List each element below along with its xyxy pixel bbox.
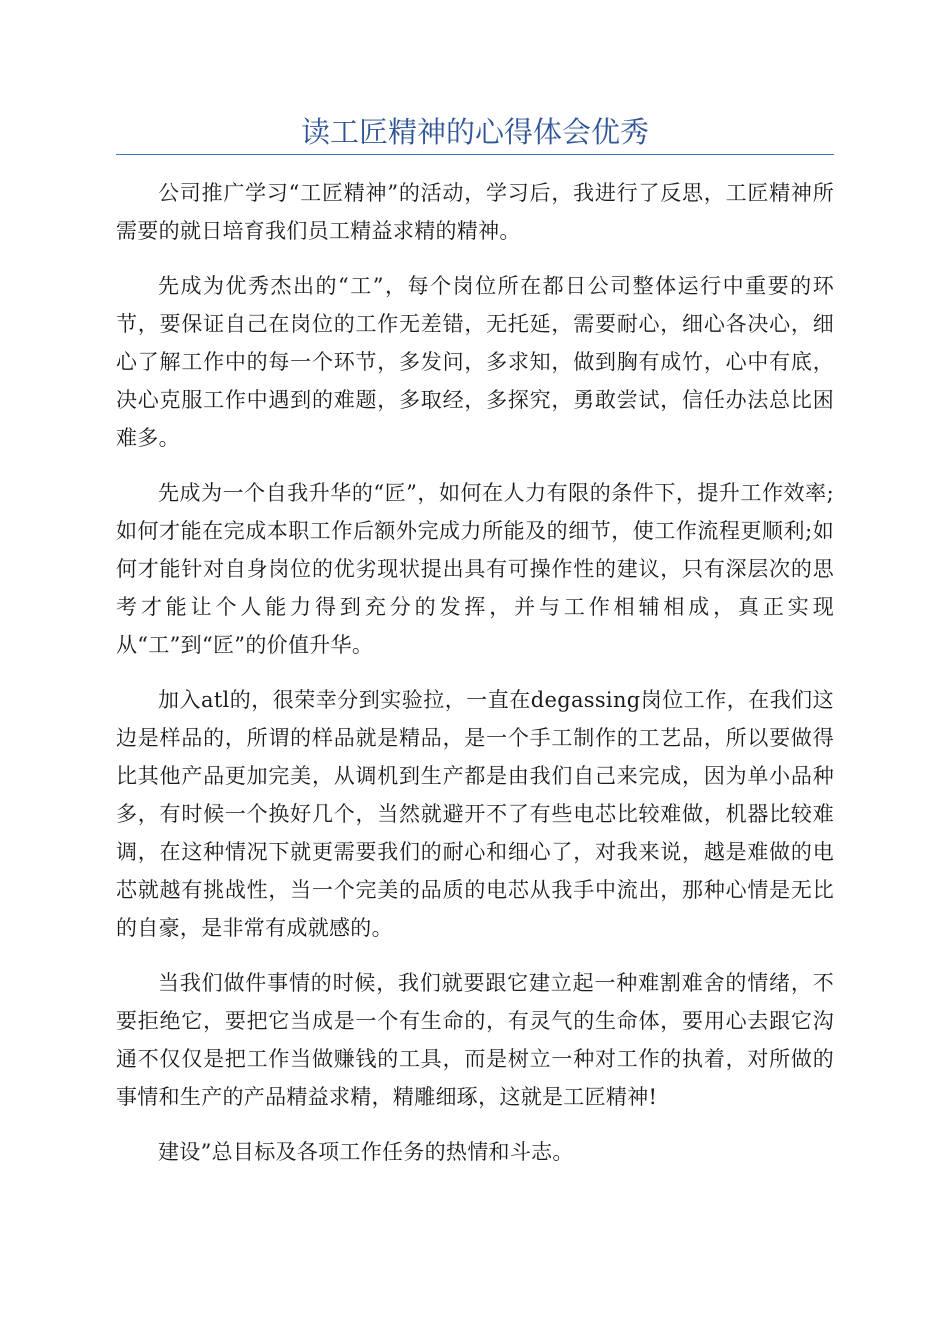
paragraph-2: 先成为优秀杰出的“工”，每个岗位所在都日公司整体运行中重要的环节，要保证自己在岗位的工作无差错，无托延，需要耐心，细心各决心，细心了解工作中的每一个环节，多发问，多求知，做到胸有成竹，心中有底，决心克服工作中遇到的难题，多取经，多探究，勇敢尝试，信任办法总比困难多。 (116, 274, 834, 450)
paragraph-1: 公司推广学习“工匠精神”的活动，学习后，我进行了反思，工匠精神所需要的就日培育我们员工精益求精的精神。 (116, 181, 834, 243)
title-underline (116, 154, 834, 155)
paragraph-5: 当我们做件事情的时候，我们就要跟它建立起一种难割难舍的情绪，不要拒绝它，要把它当成是一个有生命的，有灵气的生命体，要用心去跟它沟通不仅仅是把工作当做赚钱的工具，而是树立一种对工作的执着，对所做的事情和生产的产品精益求精，精雕细琢，这就是工匠精神! (116, 971, 834, 1109)
paragraph-6: 建设”总目标及各项工作任务的热情和斗志。 (158, 1140, 574, 1164)
document-body (116, 174, 834, 1188)
paragraph-3: 先成为一个自我升华的“匠”，如何在人力有限的条件下，提升工作效率;如何才能在完成本职工作后额外完成力所能及的细节，使工作流程更顺利;如何才能针对自身岗位的优劣现状提出具有可操作性的建议，只有深层次的思考才能让个人能力得到充分的发挥，并与工作相辅相成，真正实现从“工”到“匠”的价值升华。 (116, 481, 834, 657)
document-title: 读工匠精神的心得体会优秀 (300, 115, 649, 149)
paragraph-4: 加入atl的，很荣幸分到实验拉，一直在degassing岗位工作，在我们这边是样品的，所谓的样品就是精品，是一个手工制作的工艺品，所以要做得比其他产品更加完美，从调机到生产都是由我们自己来完成，因为单小品种多，有时候一个换好几个，当然就避开不了有些电芯比较难做，机器比较难调，在这种情况下就更需要我们的耐心和细心了，对我来说，越是难做的电芯就越有挑战性，当一个完美的品质的电芯从我手中流出，那种心情是无比的自豪，是非常有成就感的。 (116, 688, 834, 940)
